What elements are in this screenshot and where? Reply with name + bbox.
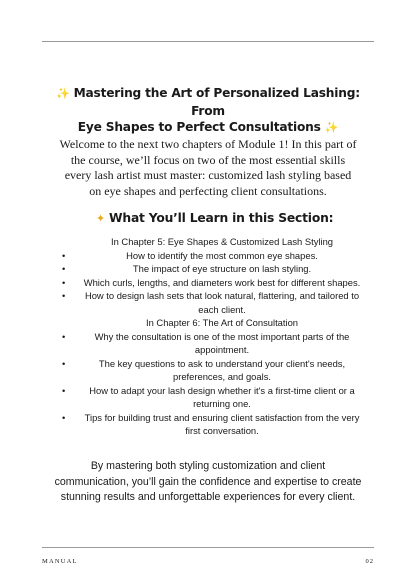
title-line-1: Mastering the Art of Personalized Lashing: From xyxy=(73,86,360,118)
section-heading-text: What You’ll Learn in this Section: xyxy=(109,211,334,225)
top-divider xyxy=(42,41,374,42)
list-item xyxy=(58,289,368,316)
bullet-marker: • xyxy=(62,290,66,301)
bullet-marker: • xyxy=(62,411,66,423)
chapter-5-bullets xyxy=(58,249,368,317)
sparkles-icon: ✨ xyxy=(56,87,70,100)
bottom-divider xyxy=(42,547,374,548)
list-item xyxy=(58,384,368,411)
title-line-2: Eye Shapes to Perfect Consultations xyxy=(77,120,321,134)
page-number: 02 xyxy=(365,558,374,565)
chapter-6-bullets xyxy=(58,330,368,438)
learning-list xyxy=(58,235,368,438)
intro-paragraph: Welcome to the next two chapters of Module 1! In this part of the course, we’ll focus on two of the most essential skills every lash artist must master: customized lash styling based on eye shapes and perfecting client consultations. xyxy=(59,137,357,198)
list-item-text: Tips for building trust and ensuring client satisfaction from the very first conversation. xyxy=(84,411,360,436)
list-item xyxy=(58,262,368,276)
chapter-heading: In Chapter 5: Eye Shapes & Customized Lash Styling xyxy=(111,236,333,247)
closing-paragraph: By mastering both styling customization and client communication, you’ll gain the confidence and expertise to create stunning results and unforgettable experiences for every client. xyxy=(54,460,362,504)
footer-label: MANUAL xyxy=(42,558,78,565)
list-item-text: How to identify the most common eye shapes. xyxy=(126,249,318,261)
list-item xyxy=(58,249,368,263)
list-item-text: Which curls, lengths, and diameters work best for different shapes. xyxy=(83,276,361,288)
bullet-marker: • xyxy=(62,263,66,274)
bullet-marker: • xyxy=(62,330,66,342)
sparkles-icon: ✨ xyxy=(324,121,339,134)
list-item-text: Why the consultation is one of the most important parts of the appointment. xyxy=(94,330,350,355)
list-item-text: How to design lash sets that look natural, flattering, and tailored to each client. xyxy=(84,290,360,315)
list-item-text: The key questions to ask to understand your client's needs, preferences, and goals. xyxy=(98,357,346,382)
list-item xyxy=(58,357,368,384)
list-item xyxy=(58,411,368,438)
bullet-marker: • xyxy=(62,276,66,288)
bullet-marker: • xyxy=(62,384,66,396)
list-item-text: How to adapt your lash design whether it's a first-time client or a returning one. xyxy=(89,384,355,409)
bullet-marker: • xyxy=(62,357,66,369)
chapter-heading: In Chapter 6: The Art of Consultation xyxy=(146,317,298,328)
page-title xyxy=(40,85,376,137)
sparkle-badge-icon: ✦ xyxy=(96,212,106,225)
bullet-marker: • xyxy=(62,249,66,261)
list-item-text: The impact of eye structure on lash styling. xyxy=(132,263,312,274)
list-item xyxy=(58,276,368,290)
section-heading xyxy=(96,210,334,227)
list-item xyxy=(58,330,368,357)
